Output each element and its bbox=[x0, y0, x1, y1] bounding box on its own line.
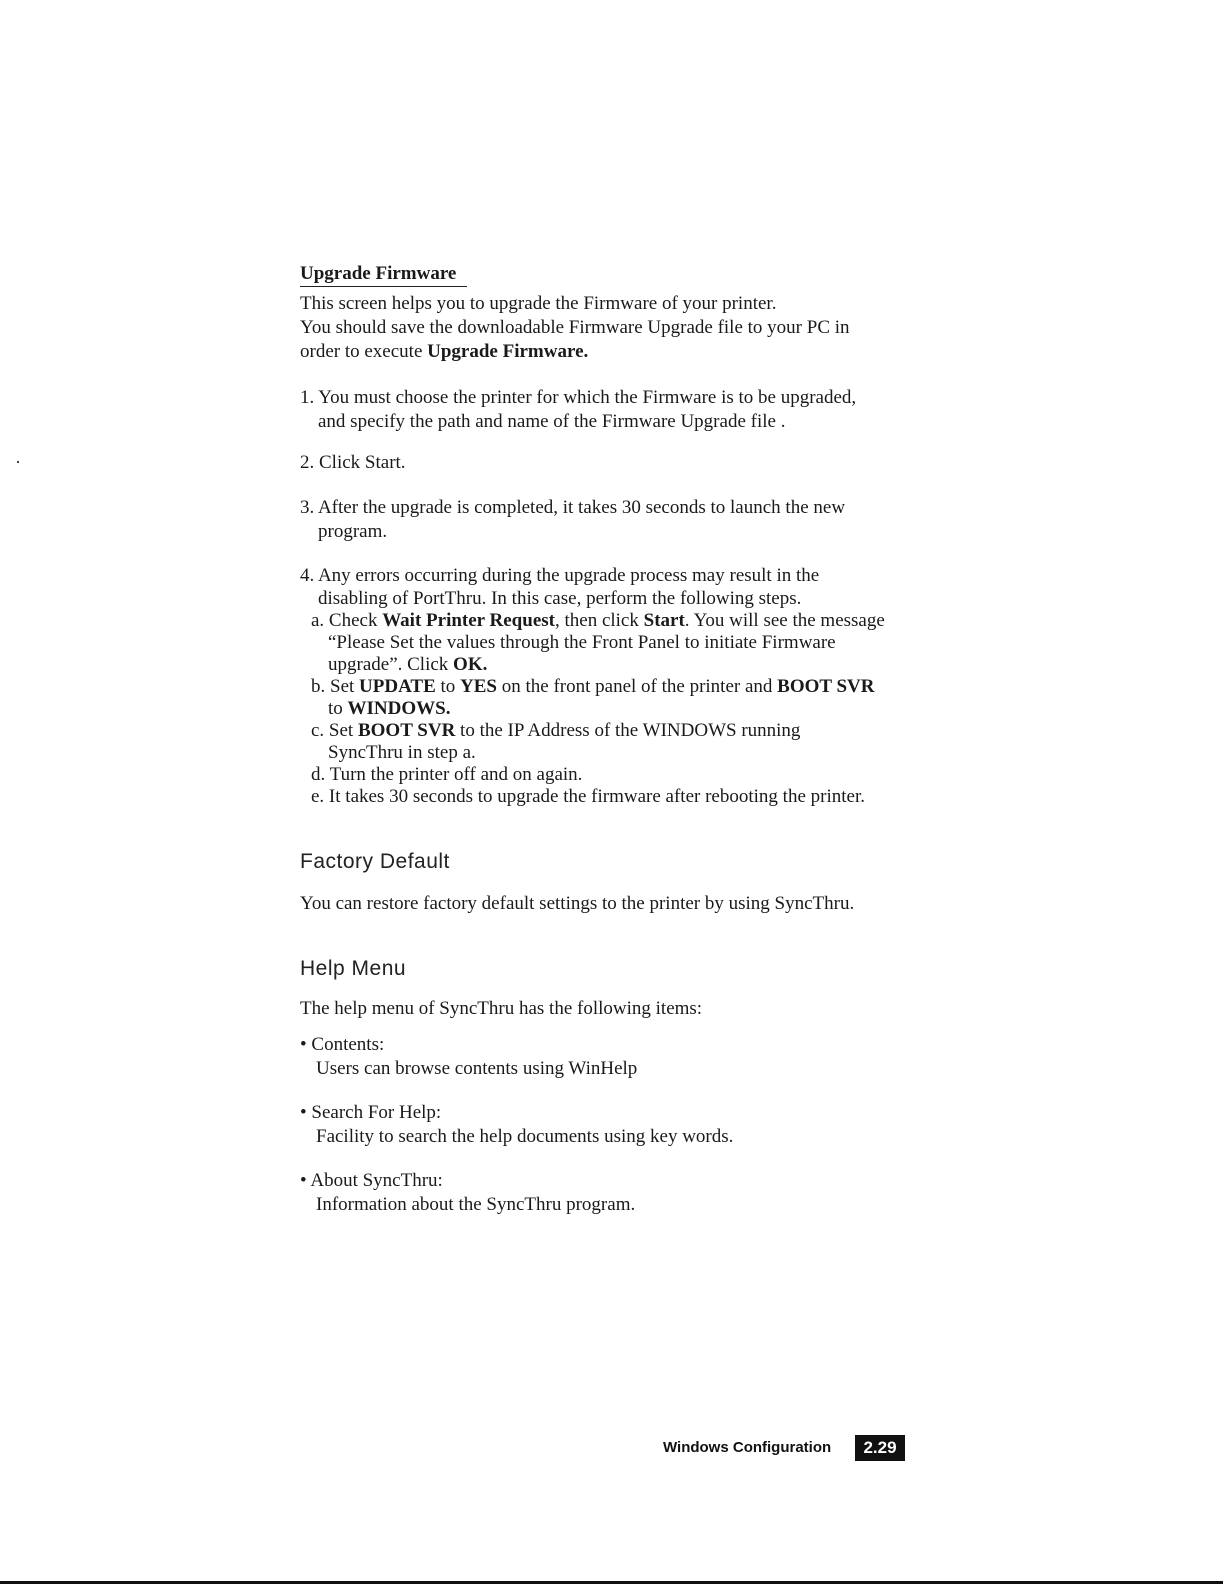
factory-default-heading: Factory Default bbox=[300, 850, 450, 873]
substep-c-text: c. Set bbox=[311, 720, 358, 741]
substep-b-text-3: on the front panel of the printer and bbox=[497, 676, 778, 697]
help-menu-heading: Help Menu bbox=[300, 957, 407, 980]
substep-b-line-2-text: to bbox=[328, 698, 348, 719]
substep-b-line-2 bbox=[328, 697, 450, 721]
substep-c-line-1 bbox=[311, 719, 800, 743]
help-item-contents-label: • Contents: bbox=[300, 1034, 385, 1055]
substep-b-line-1 bbox=[311, 675, 875, 699]
intro-line-2: You should save the downloadable Firmware Upgrade file to your PC in bbox=[300, 317, 850, 338]
step-4-line-1: 4. Any errors occurring during the upgrade process may result in the bbox=[300, 565, 820, 586]
start-label: Start bbox=[643, 610, 685, 631]
step-3-line-2: program. bbox=[318, 521, 388, 542]
substep-c-line-2: SyncThru in step a. bbox=[328, 742, 476, 763]
substep-b-text: b. Set bbox=[311, 676, 360, 697]
step-1-line-2: and specify the path and name of the Firmware Upgrade file . bbox=[318, 411, 786, 432]
substep-a-text: a. Check bbox=[311, 610, 383, 631]
substep-d: d. Turn the printer off and on again. bbox=[311, 764, 583, 785]
yes-label: YES bbox=[460, 676, 497, 697]
substep-a-text-2: , then click bbox=[554, 610, 644, 631]
step-2: 2. Click Start. bbox=[300, 452, 406, 473]
page-number-badge: 2.29 bbox=[855, 1435, 905, 1461]
update-label: UPDATE bbox=[359, 676, 436, 697]
substep-a-line-3-text: upgrade”. Click bbox=[328, 654, 454, 675]
scan-speck bbox=[17, 461, 19, 463]
substep-c-text-2: to the IP Address of the WINDOWS running bbox=[455, 720, 801, 741]
substep-a-line-2: “Please Set the values through the Front Panel to initiate Firmware bbox=[328, 632, 836, 653]
factory-default-body: You can restore factory default settings to the printer by using SyncThru. bbox=[300, 893, 855, 914]
footer-section-title: Windows Configuration bbox=[663, 1439, 832, 1456]
substep-e: e. It takes 30 seconds to upgrade the firmware after rebooting the printer. bbox=[311, 786, 865, 807]
boot-svr-label-2: BOOT SVR bbox=[357, 720, 456, 741]
substep-a-text-3: . You will see the message bbox=[684, 610, 885, 631]
substep-b-text-2: to bbox=[435, 676, 461, 697]
ok-label: OK. bbox=[453, 654, 488, 675]
intro-line-1: This screen helps you to upgrade the Firmware of your printer. bbox=[300, 293, 777, 314]
help-item-search-desc: Facility to search the help documents using key words. bbox=[316, 1126, 734, 1147]
help-menu-intro: The help menu of SyncThru has the following items: bbox=[300, 998, 703, 1019]
heading-underline bbox=[300, 286, 467, 287]
intro-line-3 bbox=[300, 340, 588, 364]
upgrade-firmware-heading: Upgrade Firmware bbox=[300, 263, 457, 284]
windows-label: WINDOWS. bbox=[347, 698, 451, 719]
intro-line-3-text: order to execute bbox=[300, 341, 428, 362]
help-item-about-desc: Information about the SyncThru program. bbox=[316, 1194, 636, 1215]
wait-printer-request-label: Wait Printer Request bbox=[382, 610, 555, 631]
step-4-line-2: disabling of PortThru. In this case, perform the following steps. bbox=[318, 588, 802, 609]
intro-line-3-bold: Upgrade Firmware. bbox=[427, 341, 589, 362]
boot-svr-label: BOOT SVR bbox=[777, 676, 875, 697]
help-item-about-label: • About SyncThru: bbox=[300, 1170, 443, 1191]
step-3-line-1: 3. After the upgrade is completed, it takes 30 seconds to launch the new bbox=[300, 497, 846, 518]
step-1-line-1: 1. You must choose the printer for which the Firmware is to be upgraded, bbox=[300, 387, 857, 408]
help-item-search-label: • Search For Help: bbox=[300, 1102, 442, 1123]
substep-a-line-3 bbox=[328, 653, 487, 677]
help-item-contents-desc: Users can browse contents using WinHelp bbox=[316, 1058, 638, 1079]
substep-a-line-1 bbox=[311, 609, 885, 633]
